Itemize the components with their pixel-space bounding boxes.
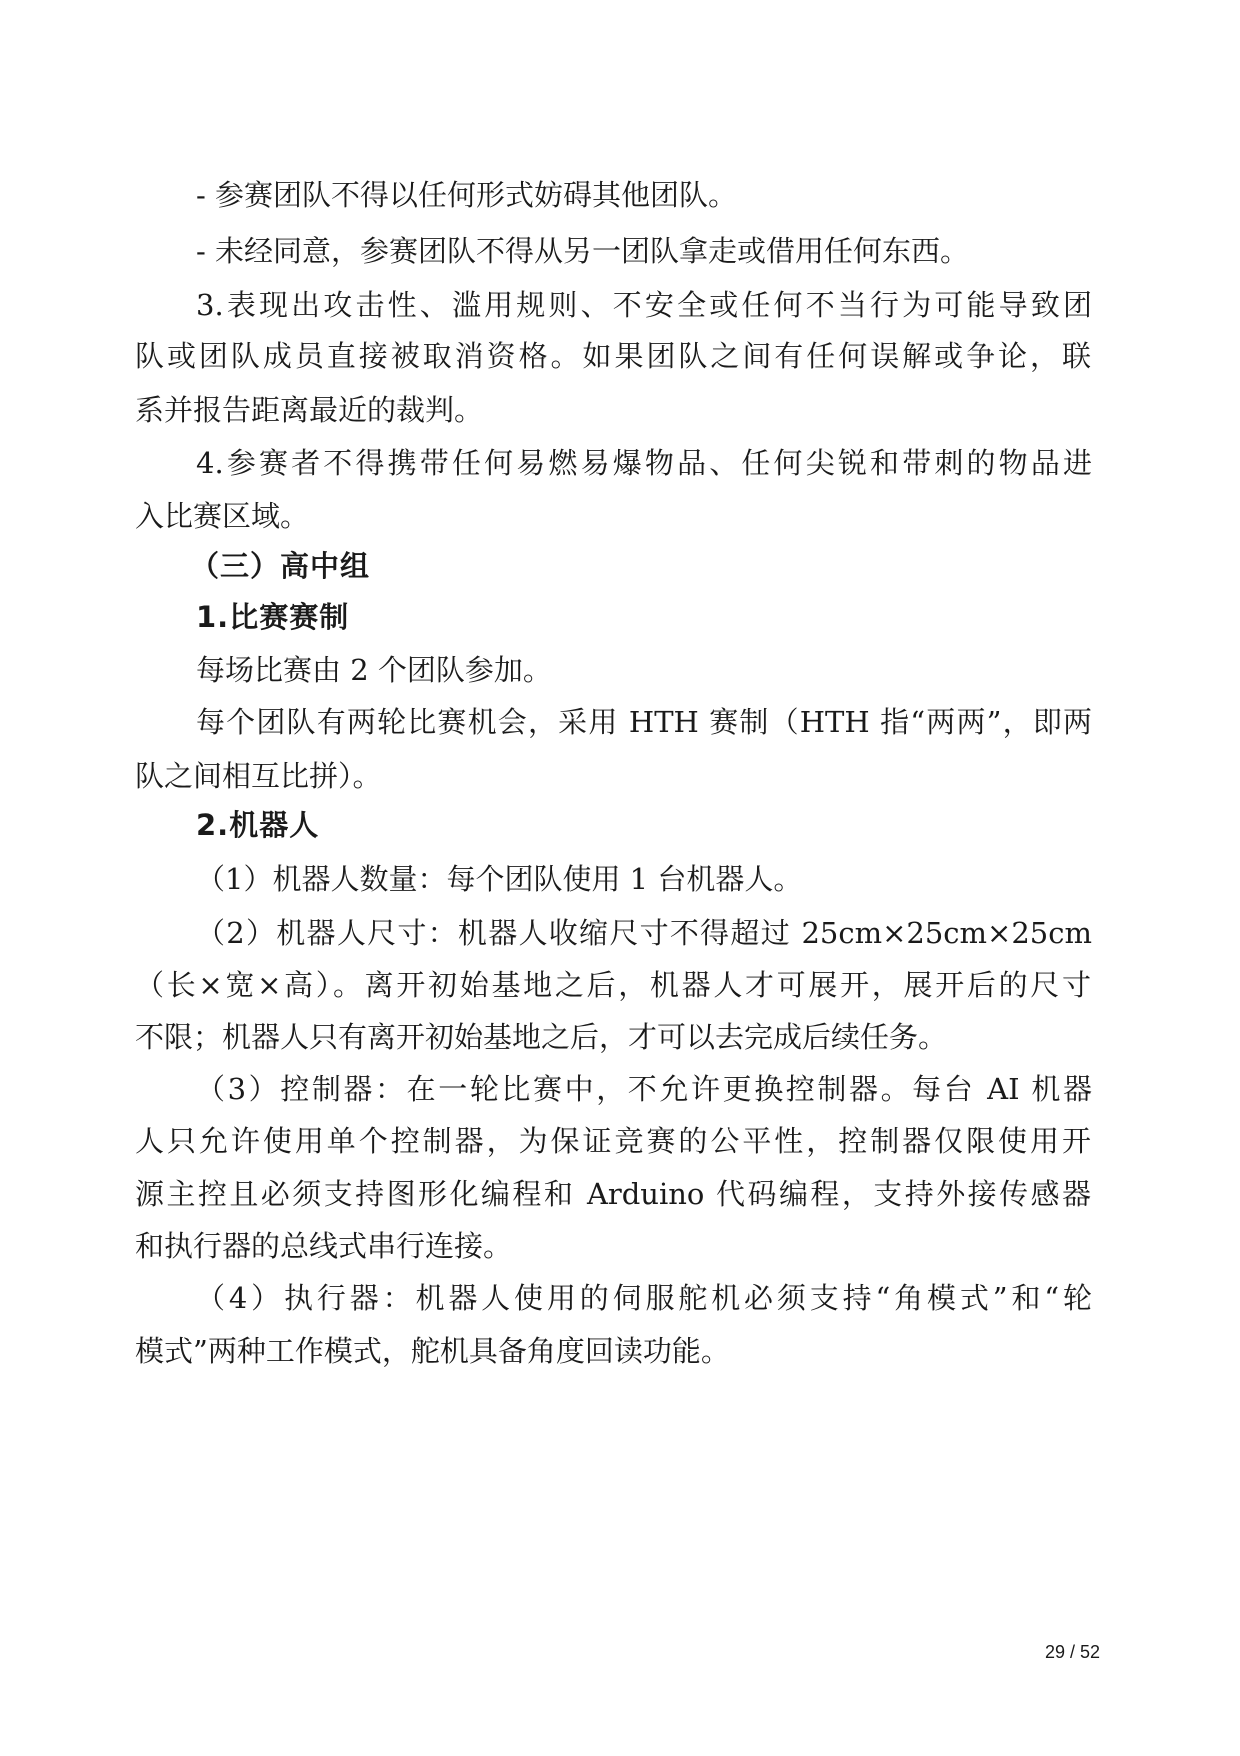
robot-item-2-line-2: （长×宽×高）。离开初始基地之后，机器人才可展开，展开后的尺寸 [135,968,1091,1002]
section-heading-senior-high: （三）高中组 [190,549,371,583]
robot-item-3-line-2: 人只允许使用单个控制器，为保证竞赛的公平性，控制器仅限使用开 [135,1124,1091,1158]
page-number: 29 / 52 [1044,1642,1100,1662]
format-paragraph-2-line-2: 队之间相互比拼）。 [135,759,382,793]
robot-item-4-line-2: 模式”两种工作模式，舵机具备角度回读功能。 [135,1334,730,1368]
subheading-robot: 2.机器人 [196,808,320,842]
rule-3-line-1: 3.表现出攻击性、滥用规则、不安全或任何不当行为可能导致团 [196,288,1092,322]
robot-item-4-line-1: （4）执行器：机器人使用的伺服舵机必须支持“角模式”和“轮 [196,1281,1092,1315]
format-paragraph-1: 每场比赛由 2 个团队参加。 [196,653,552,687]
rule-4-line-1: 4.参赛者不得携带任何易燃易爆物品、任何尖锐和带刺的物品进 [196,446,1092,480]
rule-item-no-obstruction: - 参赛团队不得以任何形式妨碍其他团队。 [196,178,738,212]
format-paragraph-2-line-1: 每个团队有两轮比赛机会，采用 HTH 赛制（HTH 指“两两”，即两 [196,705,1092,739]
rule-3-line-3: 系并报告距离最近的裁判。 [135,393,484,427]
robot-item-3-line-3: 源主控且必须支持图形化编程和 Arduino 代码编程，支持外接传感器 [135,1177,1091,1211]
subheading-competition-format: 1.比赛赛制 [196,600,350,634]
robot-item-2-line-3: 不限；机器人只有离开初始基地之后，才可以去完成后续任务。 [135,1020,948,1054]
robot-item-3-line-1: （3）控制器：在一轮比赛中，不允许更换控制器。每台 AI 机器 [196,1072,1092,1106]
robot-item-1-quantity: （1）机器人数量：每个团队使用 1 台机器人。 [196,862,803,896]
rule-3-line-2: 队或团队成员直接被取消资格。如果团队之间有任何误解或争论，联 [135,339,1091,373]
robot-item-3-line-4: 和执行器的总线式串行连接。 [135,1229,513,1263]
rule-4-line-2: 入比赛区域。 [135,499,310,533]
rule-item-no-borrowing: - 未经同意，参赛团队不得从另一团队拿走或借用任何东西。 [196,234,970,268]
robot-item-2-line-1: （2）机器人尺寸：机器人收缩尺寸不得超过 25cm×25cm×25cm [196,916,1092,950]
